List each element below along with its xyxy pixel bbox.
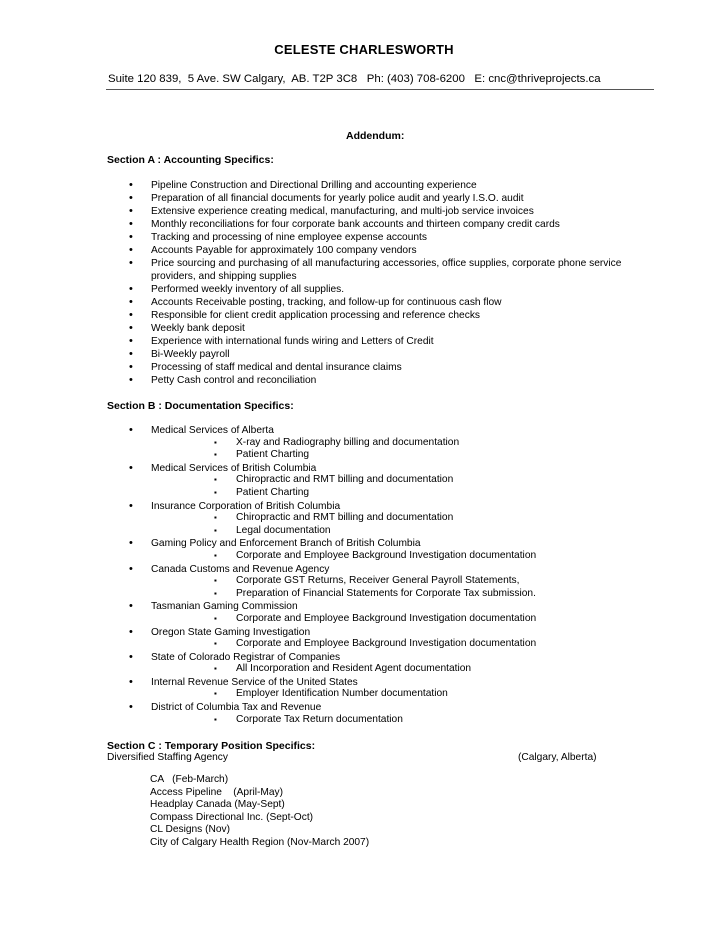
subitem-text: All Incorporation and Resident Agent documentation — [236, 663, 472, 675]
subitem-text: Patient Charting — [236, 486, 310, 498]
agency-label: Tasmanian Gaming Commission — [151, 601, 298, 613]
agency-label: Internal Revenue Service of the United States — [151, 676, 358, 688]
list-item-text: Accounts Receivable posting, tracking, and follow-up for continuous cash flow — [151, 297, 502, 308]
square-bullet-icon: ▪ — [214, 475, 217, 485]
documentation-subitem — [0, 714, 728, 727]
documentation-subitem — [0, 613, 728, 626]
section-a-title: Section A : Accounting Specifics: — [107, 154, 274, 166]
documentation-subitem — [0, 487, 728, 500]
bullet-icon: • — [129, 424, 133, 436]
square-bullet-icon: ▪ — [214, 714, 217, 724]
bullet-icon: • — [129, 374, 133, 386]
subitem-text: Legal documentation — [236, 524, 331, 536]
position-entry: Compass Directional Inc. (Sept-Oct) — [150, 811, 314, 823]
documentation-agency — [0, 600, 728, 613]
documentation-agency — [0, 500, 728, 513]
list-item-text: Weekly bank deposit — [151, 323, 245, 334]
documentation-subitem — [0, 588, 728, 601]
agency-label: District of Columbia Tax and Revenue — [151, 702, 322, 714]
bullet-icon: • — [129, 218, 133, 230]
section-b-title: Section B : Documentation Specifics: — [107, 400, 294, 412]
list-item — [0, 244, 728, 257]
list-item-text: Monthly reconciliations for four corporate bank accounts and thirteen company credit cards — [151, 219, 560, 230]
bullet-icon: • — [129, 499, 133, 512]
subitem-text: Chiropractic and RMT billing and documentation — [236, 474, 454, 486]
documentation-agency — [0, 537, 728, 550]
subitem-text: Corporate and Employee Background Investigation documentation — [236, 549, 537, 561]
list-item-text: Extensive experience creating medical, manufacturing, and multi-job service invoices — [151, 206, 534, 217]
list-item-text: Pipeline Construction and Directional Drilling and accounting experience — [151, 180, 477, 191]
bullet-icon: • — [129, 348, 133, 360]
contact-line: Suite 120 839, 5 Ave. SW Calgary, AB. T2P 3C8 Ph: (403) 708-6200 E: cnc@thriveprojects.ca — [108, 73, 601, 85]
agency-label: Gaming Policy and Enforcement Branch of British Columbia — [151, 538, 421, 550]
subitem-text: Corporate Tax Return documentation — [236, 713, 403, 725]
bullet-icon: • — [129, 537, 133, 550]
list-item-text: Bi-Weekly payroll — [151, 349, 230, 360]
bullet-icon: • — [129, 650, 133, 663]
square-bullet-icon: ▪ — [214, 550, 217, 560]
documentation-subitem — [0, 474, 728, 487]
documentation-agency — [0, 676, 728, 689]
bullet-icon: • — [129, 461, 133, 474]
documentation-subitem — [0, 437, 728, 450]
square-bullet-icon: ▪ — [214, 639, 217, 649]
position-entry: CL Designs (Nov) — [150, 824, 231, 836]
temporary-positions-list — [150, 774, 369, 850]
documentation-subitem — [0, 575, 728, 588]
documentation-agency — [0, 626, 728, 639]
documentation-subitem — [0, 688, 728, 701]
square-bullet-icon: ▪ — [214, 513, 217, 523]
agency-name: Diversified Staffing Agency — [107, 752, 228, 763]
subitem-text: Chiropractic and RMT billing and documentation — [236, 512, 454, 524]
section-a-list — [0, 179, 728, 387]
list-item — [0, 309, 728, 322]
list-item-text: Processing of staff medical and dental insurance claims — [151, 362, 402, 373]
agency-label: Oregon State Gaming Investigation — [151, 626, 311, 638]
square-bullet-icon: ▪ — [214, 664, 217, 674]
list-item — [0, 348, 728, 361]
bullet-icon: • — [129, 192, 133, 204]
list-item-text: Performed weekly inventory of all supplies. — [151, 284, 345, 295]
bullet-icon: • — [129, 296, 133, 308]
position-entry: Access Pipeline (April-May) — [150, 786, 284, 798]
square-bullet-icon: ▪ — [214, 613, 217, 623]
list-item-text: Price sourcing and purchasing of all manufacturing accessories, office supplies, corporate phone service providers, and shipping supplies — [151, 258, 622, 282]
documentation-subitem — [0, 663, 728, 676]
bullet-icon: • — [129, 309, 133, 321]
subitem-text: Preparation of Financial Statements for Corporate Tax submission. — [236, 587, 536, 599]
list-item — [0, 296, 728, 309]
documentation-agency — [0, 462, 728, 475]
list-item — [0, 335, 728, 348]
square-bullet-icon: ▪ — [214, 576, 217, 586]
position-entry: City of Calgary Health Region (Nov-March 2007) — [150, 836, 370, 848]
square-bullet-icon: ▪ — [214, 437, 217, 447]
square-bullet-icon: ▪ — [214, 525, 217, 535]
bullet-icon: • — [129, 205, 133, 217]
bullet-icon: • — [129, 231, 133, 243]
agency-label: Medical Services of Alberta — [151, 425, 274, 436]
documentation-subitem — [0, 550, 728, 563]
documentation-agency — [0, 651, 728, 664]
section-c-title: Section C : Temporary Position Specifics: — [107, 740, 316, 752]
list-item-text: Tracking and processing of nine employee expense accounts — [151, 232, 427, 243]
agency-label: State of Colorado Registrar of Companies — [151, 651, 341, 663]
subitem-text: Corporate GST Returns, Receiver General Payroll Statements, — [236, 575, 520, 587]
list-item — [0, 322, 728, 335]
list-item-text: Accounts Payable for approximately 100 company vendors — [151, 245, 417, 256]
list-item — [0, 361, 728, 374]
list-item-text: Experience with international funds wiring and Letters of Credit — [151, 336, 434, 347]
documentation-subitem — [0, 512, 728, 525]
bullet-icon: • — [129, 335, 133, 347]
list-item — [0, 231, 728, 244]
bullet-icon: • — [129, 322, 133, 334]
bullet-icon: • — [129, 244, 133, 256]
subitem-text: Corporate and Employee Background Investigation documentation — [236, 612, 537, 624]
list-item — [0, 257, 728, 283]
list-item-text: Responsible for client credit application processing and reference checks — [151, 310, 481, 321]
subitem-text: Corporate and Employee Background Investigation documentation — [236, 638, 537, 650]
documentation-subitem — [0, 449, 728, 462]
documentation-agency — [0, 424, 728, 437]
list-item — [0, 205, 728, 218]
list-item-text: Petty Cash control and reconciliation — [151, 375, 317, 386]
square-bullet-icon: ▪ — [214, 487, 217, 497]
bullet-icon: • — [129, 179, 133, 191]
list-item — [0, 192, 728, 205]
list-item — [0, 179, 728, 192]
bullet-icon: • — [129, 562, 133, 575]
agency-label: Canada Customs and Revenue Agency — [151, 563, 330, 575]
square-bullet-icon: ▪ — [214, 450, 217, 460]
documentation-agency — [0, 563, 728, 576]
addendum-heading: Addendum: — [346, 130, 405, 142]
square-bullet-icon: ▪ — [214, 588, 217, 598]
candidate-name: CELESTE CHARLESWORTH — [274, 42, 454, 57]
list-item — [0, 374, 728, 387]
bullet-icon: • — [129, 361, 133, 373]
bullet-icon: • — [129, 701, 133, 714]
list-item — [0, 283, 728, 296]
documentation-subitem — [0, 638, 728, 651]
list-item — [0, 218, 728, 231]
agency-label: Insurance Corporation of British Columbia — [151, 500, 341, 512]
bullet-icon: • — [129, 625, 133, 638]
bullet-icon: • — [129, 257, 133, 269]
bullet-icon: • — [129, 600, 133, 613]
section-b-list — [0, 424, 728, 726]
position-entry: Headplay Canada (May-Sept) — [150, 799, 285, 811]
bullet-icon: • — [129, 675, 133, 688]
subitem-text: Employer Identification Number documentation — [236, 688, 448, 700]
list-item-text: Preparation of all financial documents for yearly police audit and yearly I.S.O. audit — [151, 193, 524, 204]
agency-label: Medical Services of British Columbia — [151, 462, 317, 474]
documentation-subitem — [0, 525, 728, 538]
header-divider — [106, 89, 654, 90]
bullet-icon: • — [129, 283, 133, 295]
subitem-text: Patient Charting — [236, 449, 310, 461]
documentation-agency — [0, 701, 728, 714]
subitem-text: X-ray and Radiography billing and documentation — [236, 436, 460, 448]
position-entry: CA (Feb-March) — [150, 774, 229, 785]
square-bullet-icon: ▪ — [214, 689, 217, 699]
agency-location: (Calgary, Alberta) — [518, 752, 597, 763]
